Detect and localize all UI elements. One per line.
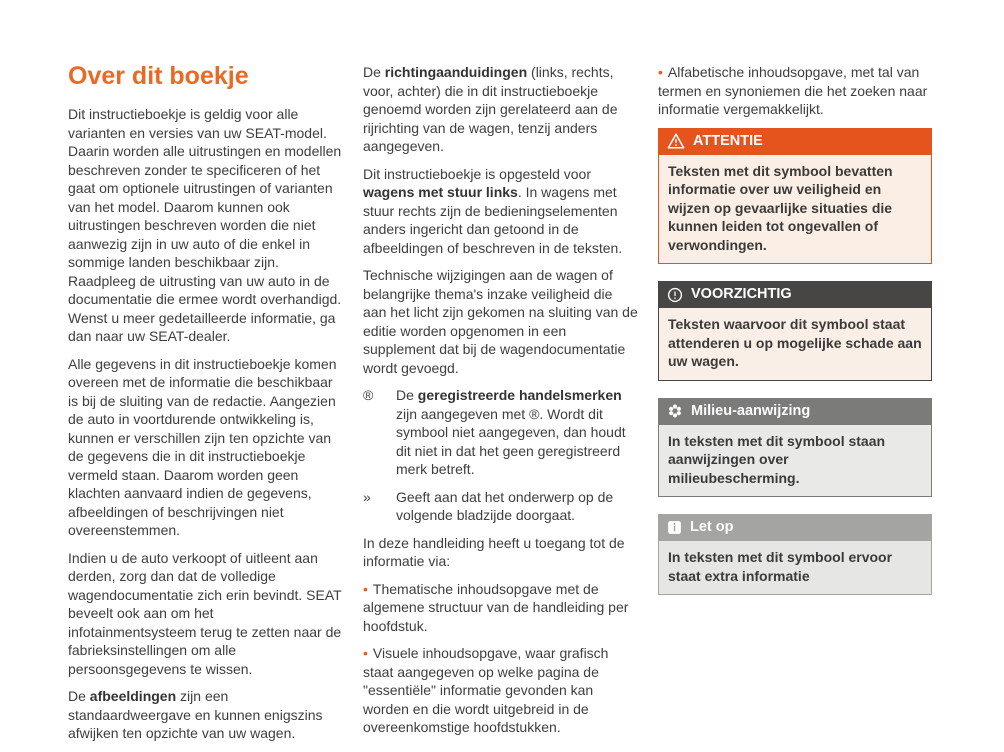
bullet-item xyxy=(658,63,934,119)
paragraph: Dit instructieboekje is opgesteld voor wagens met stuur links. In wagens met stuur rechts zijn de bedieningselementen anders ingericht dan getoond in de afbeeldingen of beschreven in de teksten. xyxy=(363,165,623,256)
note-box-environment xyxy=(658,398,932,498)
paragraph: Indien u de auto verkoopt of uitleent aan derden, zorg dan dat de volledige wagendocumentatie zich erin bevindt. SEAT beveelt ook aan om het infotainmentsysteem terug te zetten naar de fabrieksinstellingen om alle persoonsgegevens te wissen. xyxy=(68,549,342,677)
circle-exclamation-icon xyxy=(667,287,683,303)
warning-triangle-icon xyxy=(667,132,685,150)
note-box-attention xyxy=(658,128,932,265)
note-box-label: Milieu-aanwijzing xyxy=(691,402,811,419)
registered-trademark-symbol: ® xyxy=(363,387,374,403)
bullet-dot: • xyxy=(363,645,368,661)
bullet-text: Thematische inhoudsopgave met de algemene structuur van de handleiding per hoofdstuk. xyxy=(363,580,629,634)
paragraph: Dit instructieboekje is geldig voor alle varianten en versies van uw SEAT-model. Daarin worden alle uitrustingen en modellen beschreven zonder te specificeren of het gaat om optionele uitrustingen of varianten van het model. Daarom kunnen ook uitrustingen beschreven worden die niet aanwezig zijn in uw auto of die enkel in sommige landen beschikbaar zijn. Raadpleeg de uitrusting van uw auto in de documentatie die ermee wordt overhandigd. Wenst u meer gedetailleerde informatie, ga dan naar uw SEAT-dealer. xyxy=(68,106,342,344)
note-box-caution xyxy=(658,281,932,381)
note-box-note xyxy=(658,514,932,595)
note-box-header xyxy=(658,398,932,425)
note-box-label: ATTENTIE xyxy=(693,132,763,149)
note-box-label: VOORZICHTIG xyxy=(691,286,792,303)
paragraph: De afbeeldingen zijn een standaardweergave en kunnen enigszins afwijken ten opzichte van uw wagen. xyxy=(68,688,323,741)
info-icon xyxy=(667,520,682,535)
symbol-legend-item xyxy=(363,386,639,479)
paragraph: De richtingaanduidingen (links, rechts, voor, achter) die in dit instructieboekje genoemd worden zijn gerelateerd aan de rijrichting van de wagen, tenzij anders aangegeven. xyxy=(363,64,618,154)
column-2 xyxy=(363,63,639,752)
flower-icon xyxy=(667,403,683,419)
paragraph: In deze handleiding heeft u toegang tot de informatie via: xyxy=(363,534,625,569)
bullet-dot: • xyxy=(658,64,663,80)
symbol-legend-text: De geregistreerde handelsmerken zijn aangegeven met ®. Wordt dit symbool niet aangegeven, dan houdt dit niet in dat het geen geregistreerd merk betreft. xyxy=(396,387,626,477)
bullet-item xyxy=(363,644,639,737)
note-box-header xyxy=(658,281,932,308)
note-box-header xyxy=(658,128,932,155)
note-box-header xyxy=(658,514,932,541)
bullet-text: Visuele inhoudsopgave, waar grafisch staat aangegeven op welke pagina de "essentiële" informatie gevonden kan worden en die wordt uitgebreid in de overeenkomstige hoofdstukken. xyxy=(363,645,609,735)
symbol-legend-text: Geeft aan dat het onderwerp op de volgende bladzijde doorgaat. xyxy=(396,488,614,523)
paragraph: Alle gegevens in dit instructieboekje komen overeen met de informatie die beschikbaar is bij de sluiting van de redactie. Aangezien de auto in voortdurende ontwikkeling is, kunnen er verschillen zijn ten opzichte van de gegevens die in dit instructieboekje vermeld staan. Daarom worden geen klachten aanvaard indien de gegevens, afbeeldingen of beschrijvingen niet overeenstemmen. xyxy=(68,355,337,538)
note-box-body: In teksten met dit symbool staan aanwijzingen over milieubescherming. xyxy=(658,425,932,498)
note-box-label: Let op xyxy=(690,519,734,536)
note-box-body: Teksten waarvoor dit symbool staat attenderen u op mogelijke schade aan uw wagen. xyxy=(658,308,932,381)
symbol-legend-item xyxy=(363,488,639,525)
bullet-dot: • xyxy=(363,580,368,597)
continuation-chevrons-symbol: » xyxy=(363,488,371,505)
column-3 xyxy=(658,63,934,752)
paragraph: Technische wijzigingen aan de wagen of belangrijke thema's inzake veiligheid die aan het licht zijn gekomen na sluiting van de editie worden opgenomen in een supplement dat bij de wagendocumentatie wordt gevoegd. xyxy=(363,267,638,376)
bullet-item xyxy=(363,580,639,636)
page-title: Over dit boekje xyxy=(68,62,249,90)
column-1 xyxy=(68,63,344,752)
note-box-body: Teksten met dit symbool bevatten informatie over uw veiligheid en wijzen op gevaarlijke situaties die kunnen leiden tot ongevallen of verwondingen. xyxy=(658,155,932,265)
note-box-body: In teksten met dit symbool ervoor staat extra informatie xyxy=(658,541,932,595)
bullet-text: Alfabetische inhoudsopgave, met tal van termen en synoniemen die het zoeken naar informatie vergemakkelijkt. xyxy=(658,64,928,117)
